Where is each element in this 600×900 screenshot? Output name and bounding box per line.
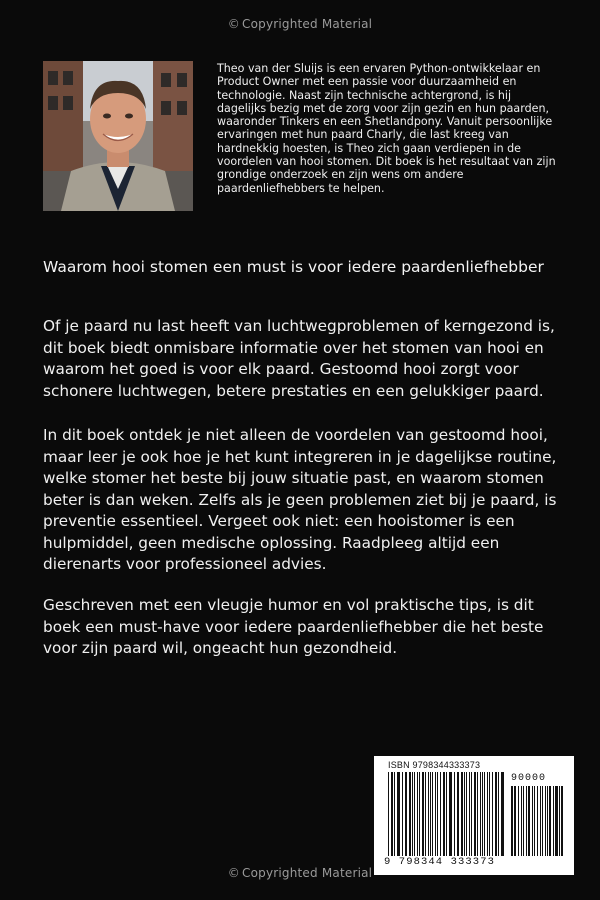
barcode-bar (405, 772, 407, 856)
barcode-bar (432, 772, 433, 856)
barcode-bar (471, 772, 472, 856)
barcode-bar (464, 772, 465, 856)
barcode-bar (394, 772, 395, 856)
barcode-bar (482, 772, 483, 856)
barcode-bar (457, 772, 459, 856)
barcode-bar (528, 786, 530, 856)
copyright-symbol-icon: © (227, 17, 240, 31)
blurb-headline: Waarom hooi stomen een must is voor iedere paardenliefhebber (43, 258, 544, 276)
watermark-text: Copyrighted Material (242, 866, 373, 880)
price-code: 90000 (511, 773, 547, 784)
barcode-bar (501, 772, 504, 856)
barcode-bar (419, 772, 420, 856)
isbn-label: ISBN 9798344333373 (388, 760, 481, 770)
barcode-bar (446, 772, 447, 856)
barcode-bar (388, 772, 389, 856)
barcode-bar (461, 772, 463, 856)
barcode-bar (534, 786, 535, 856)
barcode-bar (542, 786, 543, 856)
barcode-bar (561, 786, 563, 856)
barcode-bar (532, 786, 533, 856)
barcode-bar (414, 772, 415, 856)
barcode-bar (469, 772, 470, 856)
barcode-bar (514, 786, 516, 856)
barcode-bar (409, 772, 411, 856)
barcode-bar (435, 772, 436, 856)
barcode-bar (487, 772, 488, 856)
blurb-paragraph-3: Geschreven met een vleugje humor en vol praktische tips, is dit boek een must-have voor iedere paardenliefhebber die het beste voor zijn paard wil, ongeacht hun gezondheid. (43, 596, 544, 657)
barcode-bar (549, 786, 551, 856)
barcode-bar (480, 772, 481, 856)
barcode-bar (474, 772, 476, 856)
watermark-text: Copyrighted Material (242, 17, 373, 31)
barcode-bar (430, 772, 431, 856)
blurb-paragraph-2: In dit boek ontdek je niet alleen de voordelen van gestoomd hooi, maar leer je ook hoe je het kunt integreren in je dagelijkse routine, welke stomer het beste bij jouw situatie past, en waarom stomen beter is dan weken. Zelfs als je geen problemen ziet bij je paard, is preventie essentieel. Vergeet ook niet: een hooistomer is een hulpmiddel, geen medische oplossing. Raadpleeg altijd een dierenarts voor professioneel advies. (43, 426, 557, 573)
barcode-bar (547, 786, 548, 856)
blurb-paragraph-1: Of je paard nu last heeft van luchtwegproblemen of kerngezond is, dit boek biedt onmisbare informatie over het stomen van hooi en waarom het goed is voor elk paard. Gestoomd hooi zorgt voor schonere luchtwegen, betere prestaties en een gelukkiger paard. (43, 317, 555, 400)
barcode-bar (417, 772, 418, 856)
isbn-barcode (374, 756, 574, 875)
barcode-bar (428, 772, 429, 856)
barcode-bar (422, 772, 424, 856)
barcode-bar (437, 772, 438, 856)
barcode-bar (511, 786, 513, 856)
barcode-bar (412, 772, 413, 856)
barcode-bar (466, 772, 467, 856)
barcode-bar (489, 772, 490, 856)
barcode-bar (443, 772, 445, 856)
barcode-digits: 9 798344 333373 (384, 856, 496, 868)
barcode-bar (498, 772, 499, 856)
barcode-bar (402, 772, 403, 856)
barcode-bar (391, 772, 393, 856)
barcode-bar (523, 786, 524, 856)
barcode-bar (553, 786, 554, 856)
barcode-bar (521, 786, 522, 856)
barcode-bar (484, 772, 485, 856)
copyright-watermark-bottom (0, 866, 600, 880)
barcode-bar (454, 772, 455, 856)
barcode-bar (495, 772, 497, 856)
barcode-bar (492, 772, 493, 856)
barcode-bar (537, 786, 538, 856)
barcode-bar (449, 772, 452, 856)
barcode-bar (440, 772, 441, 856)
barcode-bar (425, 772, 426, 856)
author-bio: Theo van der Sluijs is een ervaren Python-ontwikkelaar en Product Owner met een passie voor duurzaamheid en technologie. Naast zijn technische achtergrond, is hij dagelijks bezig met de zorg voor zijn gezin en hun paarden, waaronder Tinkers en een Shetlandpony. Vanuit persoonlijke ervaringen met hun paard Charly, die last kreeg van hardnekkig hoesten, is Theo zich gaan verdiepen in de voordelen van hooi stomen. Dit boek is het resultaat van zijn grondige onderzoek en zijn wens om andere paardenliefhebbers te helpen. (217, 62, 556, 195)
barcode-bar (545, 786, 546, 856)
barcode-bar (477, 772, 478, 856)
barcode-bar (555, 786, 558, 856)
barcode-bar (540, 786, 541, 856)
barcode-bar (526, 786, 527, 856)
barcode-bar (518, 786, 519, 856)
copyright-symbol-icon: © (227, 866, 240, 880)
barcode-bar (397, 772, 400, 856)
author-photo (43, 61, 193, 211)
barcode-bar (559, 786, 560, 856)
copyright-watermark-top (0, 17, 600, 31)
